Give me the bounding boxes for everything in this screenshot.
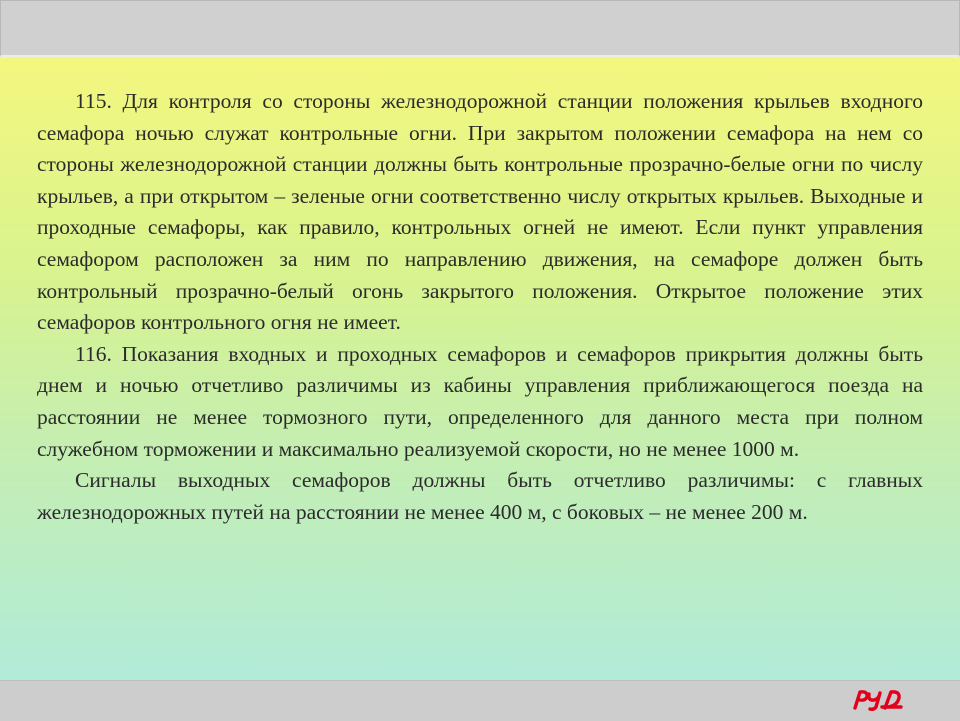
rzd-logo-icon <box>852 685 904 713</box>
footer-band <box>0 680 960 721</box>
paragraph-116: 116. Показания входных и проходных семафоров и семафоров прикрытия должны быть днем и ночью отчетливо различимы из кабины управления приближающегося поезда на расстоянии не менее тормозного пути, определенного для данного места при полном служебном торможении и максимально реализуемой скорости, но не менее 1000 м. <box>37 341 923 461</box>
paragraph-115: 115. Для контроля со стороны железнодорожной станции положения крыльев входного семафора ночью служат контрольные огни. При закрытом положении семафора на нем со стороны железнодорожной станции должны быть контрольные прозрачно-белые огни по числу крыльев, а при открытом – зеленые огни соответственно числу открытых крыльев. Выходные и проходные семафоры, как правило, контрольных огней не имеют. Если пункт управления семафором расположен за ним по направлению движения, на семафоре должен быть контрольный прозрачно-белый огонь закрытого положения. Открытое положение этих семафоров контрольного огня не имеет. <box>37 89 923 335</box>
slide-body-text <box>37 86 923 528</box>
paragraph-exit-signals: Сигналы выходных семафоров должны быть отчетливо различимы: с главных железнодорожных путей на расстоянии не менее 400 м, с боковых – не менее 200 м. <box>37 468 923 524</box>
header-band <box>0 0 960 57</box>
